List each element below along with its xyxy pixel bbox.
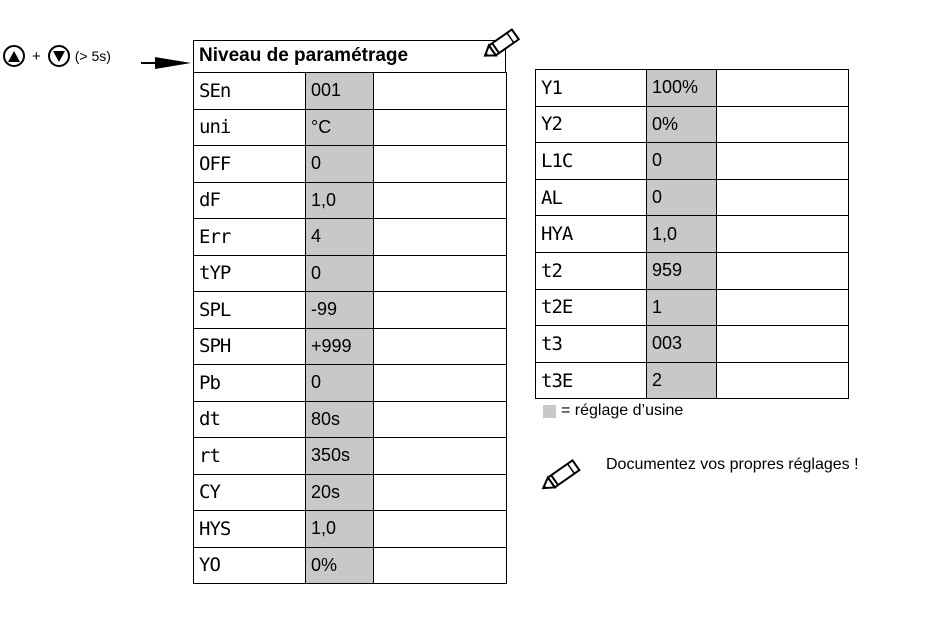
table-row bbox=[194, 547, 507, 584]
param-user-value[interactable] bbox=[374, 328, 507, 365]
param-user-value[interactable] bbox=[717, 106, 849, 143]
table-row bbox=[194, 109, 507, 146]
table-row bbox=[536, 252, 849, 289]
param-code: tYP bbox=[194, 255, 306, 292]
parameter-table-right bbox=[535, 69, 849, 399]
pencil-icon bbox=[480, 25, 526, 61]
param-factory-value: 0 bbox=[647, 143, 717, 180]
param-factory-value: +999 bbox=[306, 328, 374, 365]
param-factory-value: 80s bbox=[306, 401, 374, 438]
factory-swatch bbox=[543, 405, 556, 418]
param-user-value[interactable] bbox=[374, 146, 507, 183]
pencil-icon bbox=[538, 455, 586, 495]
param-factory-value: -99 bbox=[306, 292, 374, 329]
parameter-table-left bbox=[193, 72, 507, 584]
param-code: Y1 bbox=[536, 70, 647, 107]
param-code: t3 bbox=[536, 326, 647, 363]
param-factory-value: 0 bbox=[306, 146, 374, 183]
table-row bbox=[194, 182, 507, 219]
param-code: t3E bbox=[536, 362, 647, 399]
param-code: L1C bbox=[536, 143, 647, 180]
factory-setting-legend bbox=[543, 402, 683, 420]
param-factory-value: 003 bbox=[647, 326, 717, 363]
param-factory-value: 0 bbox=[306, 255, 374, 292]
table-row bbox=[194, 328, 507, 365]
table-title: Niveau de paramétrage bbox=[193, 40, 506, 72]
param-factory-value: °C bbox=[306, 109, 374, 146]
param-factory-value: 1 bbox=[647, 289, 717, 326]
table-row bbox=[194, 474, 507, 511]
param-user-value[interactable] bbox=[717, 179, 849, 216]
documentation-note: Documentez vos propres réglages ! bbox=[606, 456, 859, 473]
param-code: YO bbox=[194, 547, 306, 584]
table-row bbox=[536, 70, 849, 107]
table-row bbox=[536, 179, 849, 216]
param-factory-value: 4 bbox=[306, 219, 374, 256]
duration-label: (> 5s) bbox=[74, 48, 111, 64]
param-code: t2E bbox=[536, 289, 647, 326]
param-factory-value: 1,0 bbox=[647, 216, 717, 253]
plus-sign: + bbox=[32, 47, 41, 65]
param-factory-value: 0% bbox=[306, 547, 374, 584]
param-user-value[interactable] bbox=[717, 362, 849, 399]
triangle-down-circle-icon bbox=[48, 45, 70, 67]
table-row bbox=[194, 365, 507, 402]
param-user-value[interactable] bbox=[374, 547, 507, 584]
param-code: SPL bbox=[194, 292, 306, 329]
param-user-value[interactable] bbox=[717, 143, 849, 180]
param-code: AL bbox=[536, 179, 647, 216]
table-row bbox=[194, 73, 507, 110]
param-factory-value: 2 bbox=[647, 362, 717, 399]
param-factory-value: 959 bbox=[647, 252, 717, 289]
param-code: SPH bbox=[194, 328, 306, 365]
table-row bbox=[536, 106, 849, 143]
param-factory-value: 1,0 bbox=[306, 511, 374, 548]
table-row bbox=[536, 216, 849, 253]
param-user-value[interactable] bbox=[374, 474, 507, 511]
param-user-value[interactable] bbox=[374, 219, 507, 256]
param-code: rt bbox=[194, 438, 306, 475]
param-factory-value: 0% bbox=[647, 106, 717, 143]
param-user-value[interactable] bbox=[717, 252, 849, 289]
param-user-value[interactable] bbox=[717, 70, 849, 107]
param-user-value[interactable] bbox=[374, 401, 507, 438]
table-row bbox=[536, 289, 849, 326]
param-user-value[interactable] bbox=[374, 292, 507, 329]
param-code: uni bbox=[194, 109, 306, 146]
param-code: HYS bbox=[194, 511, 306, 548]
table-row bbox=[194, 438, 507, 475]
param-factory-value: 1,0 bbox=[306, 182, 374, 219]
key-combo bbox=[3, 43, 111, 69]
param-user-value[interactable] bbox=[717, 216, 849, 253]
table-row bbox=[194, 255, 507, 292]
param-code: t2 bbox=[536, 252, 647, 289]
param-code: SEn bbox=[194, 73, 306, 110]
triangle-up-circle-icon bbox=[3, 45, 25, 67]
table-row bbox=[536, 362, 849, 399]
param-user-value[interactable] bbox=[374, 511, 507, 548]
param-code: Err bbox=[194, 219, 306, 256]
table-row bbox=[194, 146, 507, 183]
param-factory-value: 0 bbox=[306, 365, 374, 402]
arrow-right-icon bbox=[141, 57, 191, 69]
param-user-value[interactable] bbox=[374, 255, 507, 292]
table-row bbox=[194, 401, 507, 438]
param-factory-value: 0 bbox=[647, 179, 717, 216]
table-row bbox=[536, 326, 849, 363]
param-factory-value: 001 bbox=[306, 73, 374, 110]
param-factory-value: 100% bbox=[647, 70, 717, 107]
param-code: CY bbox=[194, 474, 306, 511]
param-code: HYA bbox=[536, 216, 647, 253]
param-user-value[interactable] bbox=[717, 326, 849, 363]
param-user-value[interactable] bbox=[374, 438, 507, 475]
param-code: OFF bbox=[194, 146, 306, 183]
param-code: Y2 bbox=[536, 106, 647, 143]
param-code: dF bbox=[194, 182, 306, 219]
table-row bbox=[536, 143, 849, 180]
table-row bbox=[194, 511, 507, 548]
table-row bbox=[194, 292, 507, 329]
param-user-value[interactable] bbox=[374, 109, 507, 146]
param-user-value[interactable] bbox=[717, 289, 849, 326]
param-user-value[interactable] bbox=[374, 73, 507, 110]
table-row bbox=[194, 219, 507, 256]
param-user-value[interactable] bbox=[374, 365, 507, 402]
param-code: Pb bbox=[194, 365, 306, 402]
param-factory-value: 20s bbox=[306, 474, 374, 511]
param-factory-value: 350s bbox=[306, 438, 374, 475]
param-code: dt bbox=[194, 401, 306, 438]
param-user-value[interactable] bbox=[374, 182, 507, 219]
legend-text: = réglage d’usine bbox=[561, 402, 684, 419]
